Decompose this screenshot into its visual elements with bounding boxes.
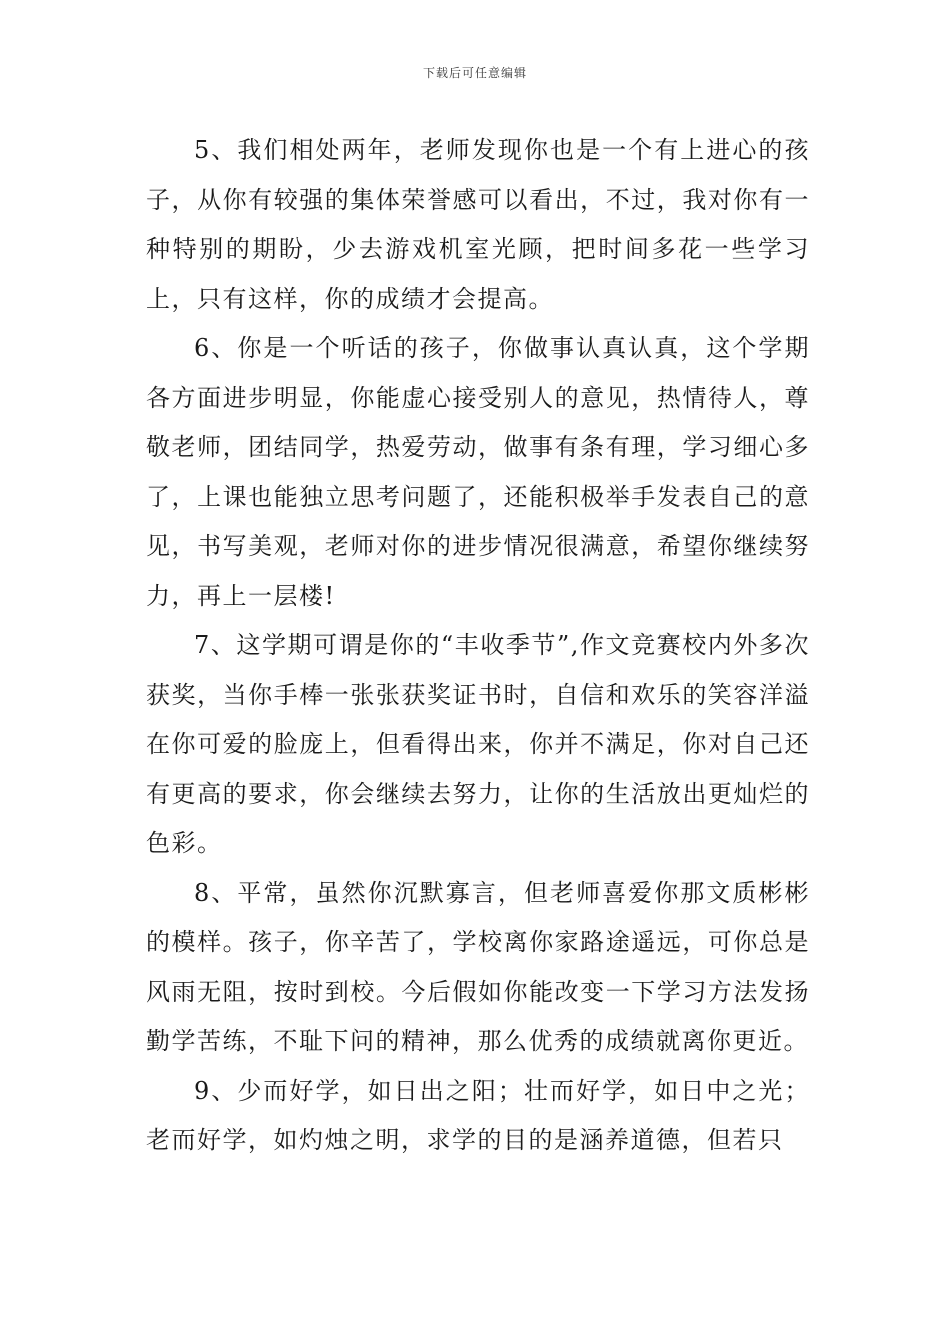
paragraph-6: 6、你是一个听话的孩子，你做事认真认真，这个学期各方面进步明显，你能虚心接受别人的意见，热情待人，尊敬老师，团结同学，热爱劳动，做事有条有理，学习细心多了，上课也能独立思考问题了，还能积极举手发表自己的意见，书写美观，老师对你的进步情况很满意，希望你继续努力，再上一层楼!: [146, 334, 810, 610]
paragraph-7: 7、这学期可谓是你的“丰收季节”,作文竞赛校内外多次获奖，当你手棒一张张获奖证书时，自信和欢乐的笑容洋溢在你可爱的脸庞上，但看得出来，你并不满足，你对自己还有更高的要求，你会继续去努力，让你的生活放出更灿烂的色彩。: [146, 631, 810, 857]
document-body: [146, 126, 810, 1166]
paragraph-9: 9、少而好学，如日出之阳；壮而好学，如日中之光；老而好学，如灼烛之明，求学的目的是涵养道德，但若只: [146, 1076, 810, 1154]
paragraph-5: 5、我们相处两年，老师发现你也是一个有上进心的孩子，从你有较强的集体荣誉感可以看出，不过，我对你有一种特别的期盼，少去游戏机室光顾，把时间多花一些学习上，只有这样，你的成绩才会提高。: [146, 136, 810, 313]
page-header: 下载后可任意编辑: [422, 66, 527, 80]
paragraph-8: 8、平常，虽然你沉默寡言，但老师喜爱你那文质彬彬的模样。孩子，你辛苦了，学校离你家路途遥远，可你总是风雨无阻，按时到校。今后假如你能改变一下学习方法发扬勤学苦练，不耻下问的精神，那么优秀的成绩就离你更近。: [146, 878, 810, 1055]
